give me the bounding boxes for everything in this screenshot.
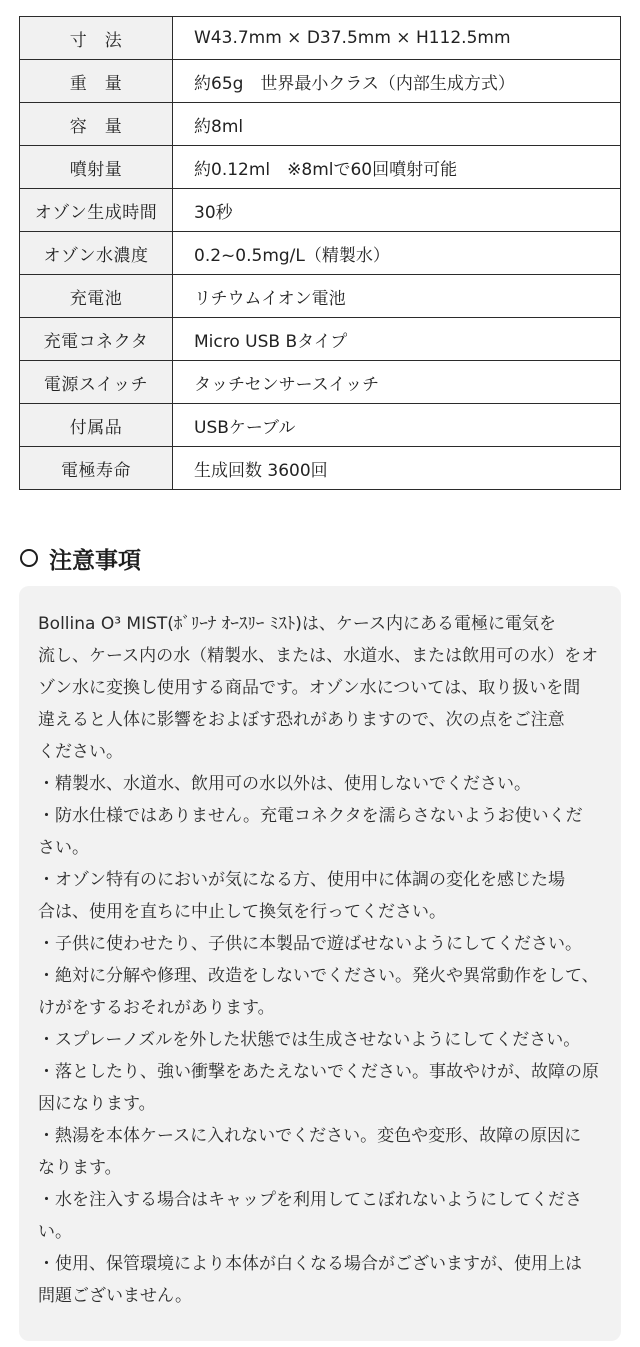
notice-line: 違えると人体に影響をおよぼす恐れがありますので、次の点をご注意 bbox=[38, 710, 565, 730]
spec-table bbox=[19, 16, 621, 490]
notice-box bbox=[19, 586, 621, 1341]
spec-label: 電極寿命 bbox=[20, 447, 173, 490]
notice-line: なります。 bbox=[38, 1158, 122, 1178]
notice-line: ・防水仕様ではありません。充電コネクタを濡らさないようお使いくだ bbox=[38, 806, 583, 826]
spec-row-dimensions bbox=[20, 17, 621, 60]
spec-label: 噴射量 bbox=[20, 146, 173, 189]
notice-line: い。 bbox=[38, 1222, 72, 1242]
spec-label: オゾン水濃度 bbox=[20, 232, 173, 275]
notice-line: 問題ございません。 bbox=[38, 1286, 193, 1306]
spec-label: 付属品 bbox=[20, 404, 173, 447]
spec-value: W43.7mm × D37.5mm × H112.5mm bbox=[173, 17, 621, 60]
spec-row-ozone-generation-time bbox=[20, 189, 621, 232]
spec-row-electrode-life bbox=[20, 447, 621, 490]
spec-row-charging-connector bbox=[20, 318, 621, 361]
notice-line: ・使用、保管環境により本体が白くなる場合がございますが、使用上は bbox=[38, 1254, 582, 1274]
notice-heading bbox=[20, 540, 141, 576]
notice-line: ください。 bbox=[38, 742, 123, 762]
circle-icon bbox=[20, 549, 38, 567]
notice-line: ・絶対に分解や修理、改造をしないでください。発火や異常動作をして、 bbox=[38, 966, 599, 986]
notice-line: ・オゾン特有のにおいが気になる方、使用中に体調の変化を感じた場 bbox=[38, 870, 565, 890]
spec-row-spray-amount bbox=[20, 146, 621, 189]
spec-value: 30秒 bbox=[173, 189, 621, 232]
notice-line: 因になります。 bbox=[38, 1094, 156, 1114]
notice-line: Bollina O³ MIST(ﾎﾞﾘｰﾅ ｵｰｽﾘｰ ﾐｽﾄ)は、ケース内にある電極に電気を bbox=[38, 614, 557, 634]
spec-label: 重 量 bbox=[20, 60, 173, 103]
spec-label: 充電池 bbox=[20, 275, 173, 318]
spec-row-accessories bbox=[20, 404, 621, 447]
notice-line: ・スプレーノズルを外した状態では生成させないようにしてください。 bbox=[38, 1030, 581, 1050]
spec-value: 0.2~0.5mg/L（精製水） bbox=[173, 232, 621, 275]
spec-label: 容 量 bbox=[20, 103, 173, 146]
notice-line: ・精製水、水道水、飲用可の水以外は、使用しないでください。 bbox=[38, 774, 531, 794]
spec-row-ozone-concentration bbox=[20, 232, 621, 275]
notice-line: ・熱湯を本体ケースに入れないでください。変色や変形、故障の原因に bbox=[38, 1126, 582, 1146]
notice-line: けがをするおそれがあります。 bbox=[38, 998, 275, 1018]
notice-heading-text: 注意事項 bbox=[49, 547, 141, 574]
spec-row-battery bbox=[20, 275, 621, 318]
notice-line: ・落としたり、強い衝撃をあたえないでください。事故やけが、故障の原 bbox=[38, 1062, 599, 1082]
spec-value: 生成回数 3600回 bbox=[173, 447, 621, 490]
notice-line: ゾン水に変換し使用する商品です。オゾン水については、取り扱いを間 bbox=[38, 678, 581, 698]
spec-row-capacity bbox=[20, 103, 621, 146]
spec-value: USBケーブル bbox=[173, 404, 621, 447]
spec-value: リチウムイオン電池 bbox=[173, 275, 621, 318]
notice-line: さい。 bbox=[38, 838, 89, 858]
notice-line: 合は、使用を直ちに中止して換気を行ってください。 bbox=[38, 902, 446, 922]
spec-label: オゾン生成時間 bbox=[20, 189, 173, 232]
spec-label: 充電コネクタ bbox=[20, 318, 173, 361]
spec-value: 約65g 世界最小クラス（内部生成方式） bbox=[173, 60, 621, 103]
spec-value: 約8ml bbox=[173, 103, 621, 146]
spec-value: Micro USB Bタイプ bbox=[173, 318, 621, 361]
spec-label: 電源スイッチ bbox=[20, 361, 173, 404]
spec-label: 寸 法 bbox=[20, 17, 173, 60]
notice-line: 流し、ケース内の水（精製水、または、水道水、または飲用可の水）をオ bbox=[38, 646, 599, 666]
spec-row-power-switch bbox=[20, 361, 621, 404]
notice-line: ・水を注入する場合はキャップを利用してこぼれないようにしてくださ bbox=[38, 1190, 582, 1210]
spec-row-weight bbox=[20, 60, 621, 103]
spec-value: タッチセンサースイッチ bbox=[173, 361, 621, 404]
notice-line: ・子供に使わせたり、子供に本製品で遊ばせないようにしてください。 bbox=[38, 934, 582, 954]
spec-value: 約0.12ml ※8mlで60回噴射可能 bbox=[173, 146, 621, 189]
